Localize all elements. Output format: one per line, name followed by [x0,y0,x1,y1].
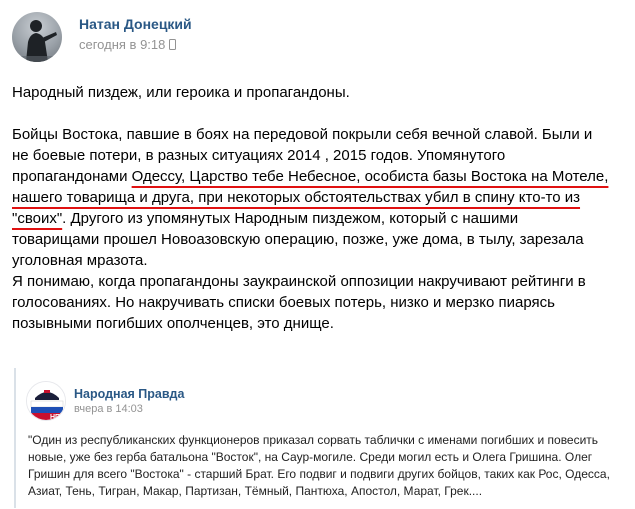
post-time-text[interactable]: сегодня в 9:18 [79,37,166,52]
repost-text [28,432,618,500]
soldier-silhouette-icon [12,12,62,62]
repost-line: новые, уже без герба батальона "Восток", на Саур-могиле. Среди могил есть и Олега Гришина. Олег [28,450,593,464]
red-underlined-text: "своих" [12,210,63,227]
post-line [12,166,620,187]
helmet-flag-logo-icon [27,382,66,421]
post-title: Народный пиздеж, или героика и пропагандоны. [12,84,350,101]
post-line [12,208,620,229]
red-underlined-text: нашего товарища и друга, при некоторых обстоятельствах убил в спину кто-то из [12,189,581,206]
post-line [12,187,620,208]
repost-avatar[interactable] [26,381,66,421]
repost-bar [14,368,16,508]
repost-block [14,368,622,508]
post-line: голосованиях. Но накручивать списки боевых потерь, низко и мерзко пиарясь [12,294,555,311]
post-timestamp[interactable] [79,37,176,52]
repost-line: "Один из республиканских функционеров приказал сорвать таблички с именами погибших и повесить [28,433,599,447]
post-line: уголовная мразота. [12,252,148,269]
post-line: не боевые потери, в разных ситуациях 2014 , 2015 годов. Упомянутого [12,147,506,164]
post-paragraph [12,124,620,334]
post-text-fragment: . Другого из упомянутых Народным пиздежом, который с нашими [62,210,519,227]
mobile-phone-icon [169,39,176,50]
author-avatar[interactable] [12,12,62,62]
post-header [12,12,612,62]
repost-author-link[interactable]: Народная Правда [74,387,185,401]
post-line: товарищами прошел Новоазовскую операцию, позже, уже дома, в тылу, зарезала [12,231,584,248]
post-text [12,82,620,334]
repost-timestamp[interactable]: вчера в 14:03 [74,403,143,415]
author-name-link[interactable]: Натан Донецкий [79,16,192,32]
post-line: Я понимаю, когда пропагандоны заукраинской оппозиции накручивают рейтинги в [12,273,586,290]
post-line: позывными погибших ополченцев, это днище. [12,315,334,332]
post-line: Бойцы Востока, павшие в боях на передовой покрыли себя вечной славой. Были и [12,126,593,143]
repost-line: Гришин для всего "Востока" - старший Брат. Его подвиг и подвиги других бойцов, таких как Рос, Одесса, [28,467,610,481]
red-underlined-text: Одессу, Царство тебе Небесное, особиста базы Востока на Мотеле, [131,168,609,185]
post-text-fragment: пропагандонами [12,168,132,185]
repost-line: Азиат, Тень, Тигран, Макар, Партизан, Тёмный, Пантюха, Апостол, Марат, Грек.... [28,484,483,498]
repost-avatar-badge: НП [50,414,61,421]
